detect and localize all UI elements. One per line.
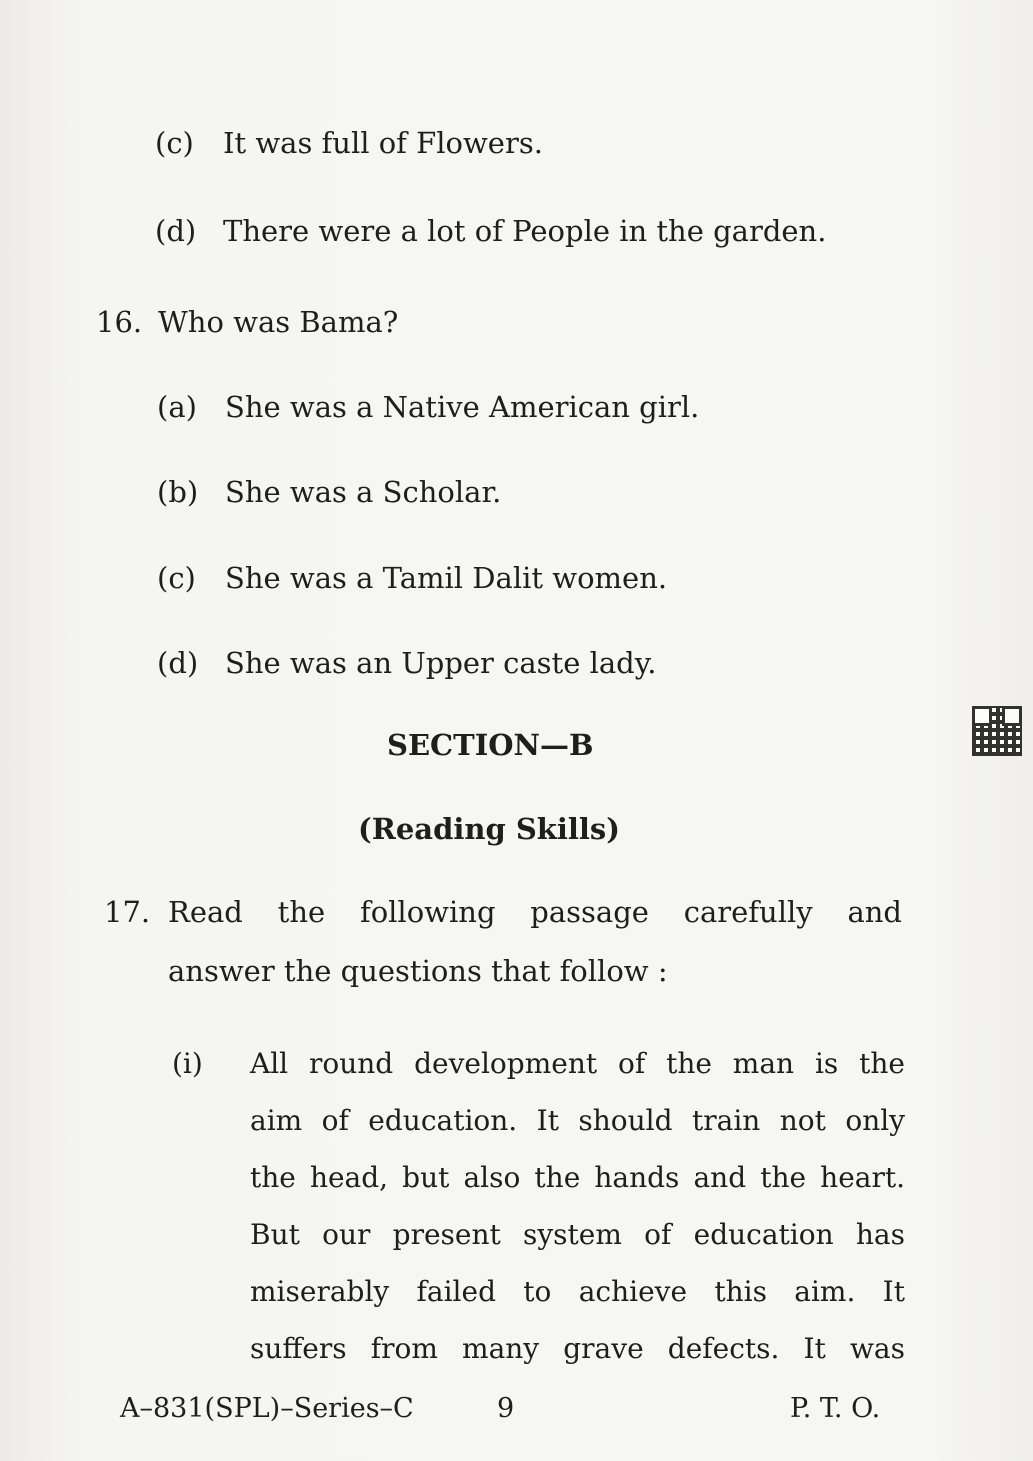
qr-code-icon [972, 706, 1022, 756]
q17-question: 17. Read the following passage carefully and [104, 895, 902, 929]
q16-option-d: (d) She was an Upper caste lady. [157, 646, 657, 680]
reading-passage [250, 1035, 905, 1377]
passage-line: suffers from many grave defects. It was [250, 1332, 905, 1365]
q15-option-c: (c) It was full of Flowers. [155, 126, 543, 160]
passage-line: aim of education. It should train not only [250, 1104, 905, 1137]
section-subtitle: (Reading Skills) [358, 812, 620, 846]
page-number: 9 [497, 1393, 515, 1424]
passage-line: the head, but also the hands and the heart. [250, 1161, 905, 1194]
q15-option-d: (d) There were a lot of People in the garden. [155, 214, 827, 248]
please-turn-over: P. T. O. [790, 1393, 881, 1424]
paper-code: A–831(SPL)–Series–C [120, 1393, 414, 1424]
q16-option-a: (a) She was a Native American girl. [157, 390, 700, 424]
q16-question: 16. Who was Bama? [96, 305, 399, 339]
q16-option-c: (c) She was a Tamil Dalit women. [157, 561, 668, 595]
passage-label: (i) [172, 1047, 203, 1080]
q17-question-line2: answer the questions that follow : [168, 954, 668, 988]
passage-line: But our present system of education has [250, 1218, 905, 1251]
section-title: SECTION—B [387, 728, 594, 762]
passage-line: All round development of the man is the [250, 1047, 905, 1080]
passage-line: miserably failed to achieve this aim. It [250, 1275, 905, 1308]
q16-option-b: (b) She was a Scholar. [157, 475, 502, 509]
